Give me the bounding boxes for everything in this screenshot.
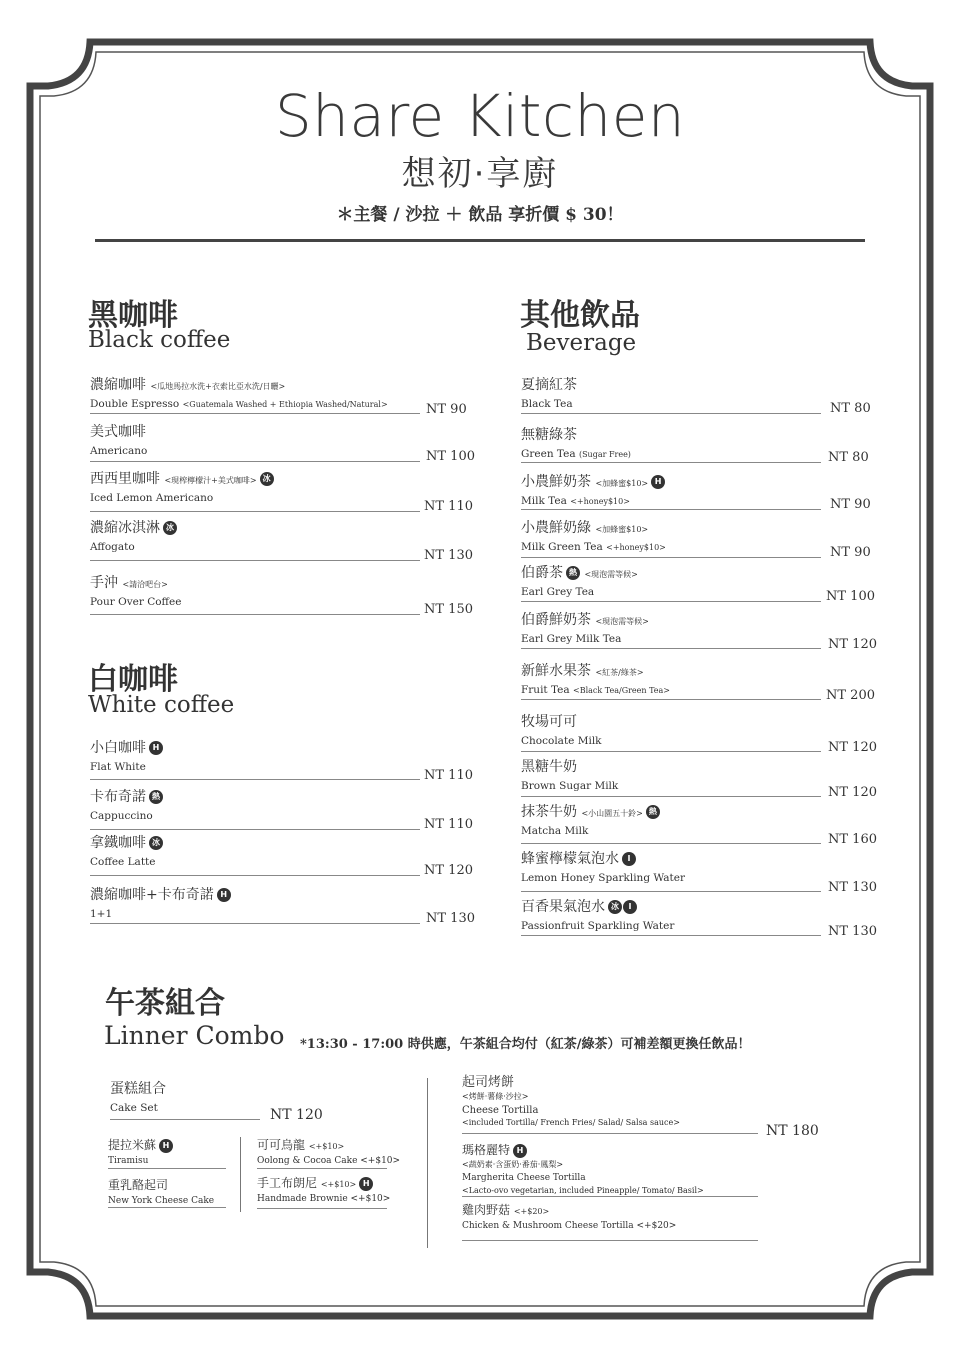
section-title-white-coffee-en: White coffee [88,692,235,718]
tortilla-item: 起司烤餅 <烤餅·薯條·沙拉> Cheese Tortilla <included Tortilla/ French Fries/ Salad/ Salsa sauce> [462,1075,680,1127]
hot-badge-icon: H [513,1144,527,1158]
menu-item: 卡布奇諾 熱 Cappuccino [90,788,163,824]
hot-badge-icon: 熱 [566,566,580,580]
item-price: NT 150 [424,602,473,617]
hot-badge-icon: H [651,475,665,489]
item-divider [521,462,821,463]
iced-badge-icon: I [622,852,636,866]
cake-set-price: NT 120 [270,1107,323,1123]
item-price: NT 120 [828,785,877,800]
restaurant-title-en: Share Kitchen [274,82,686,150]
menu-item: 美式咖啡 Americano [90,424,148,457]
menu-item: 夏摘紅茶 Black Tea [521,377,577,410]
item-divider [110,1119,260,1120]
item-price: NT 90 [830,497,871,512]
iced-badge-icon: 冰 [260,472,274,486]
iced-badge-icon: 冰 [608,900,622,914]
menu-item: 牧場可可 Chocolate Milk [521,714,602,747]
cake-option: 提拉米蘇 H Tiramisu [108,1137,173,1168]
section-title-beverage-en: Beverage [526,330,637,356]
item-divider [521,648,821,649]
menu-item: 西西里咖啡 <現榨檸檬汁+美式咖啡> 冰 Iced Lemon Americano [90,470,274,506]
item-price: NT 160 [828,832,877,847]
menu-item: 黑糖牛奶 Brown Sugar Milk [521,759,619,792]
promo-text: ＊主餐 / 沙拉 ＋ 飲品 享折價 $ 30！ [336,205,624,225]
item-price: NT 130 [424,548,473,563]
hot-badge-icon: H [359,1177,373,1191]
item-divider [90,829,420,830]
cake-option: 手工布朗尼 <+$10> H Handmade Brownie <+$10> [257,1176,391,1204]
item-price: NT 120 [828,637,877,652]
menu-item: 抹茶牛奶 <小山園五十鈴> 熱 Matcha Milk [521,803,660,839]
menu-item: 小農鮮奶茶 <加蜂蜜$10> H Milk Tea <+honey$10> [521,473,665,509]
section-title-black-coffee-en: Black coffee [88,327,231,353]
cake-option: 重乳酪起司 New York Cheese Cake [108,1178,215,1206]
item-price: NT 80 [828,450,869,465]
section-title-white-coffee-zh: 白咖啡 [88,662,178,697]
item-price: NT 110 [424,768,473,783]
menu-item: 無糖綠茶 Green Tea (Sugar Free) [521,427,631,460]
ice-badge-icon: I [623,900,637,914]
item-divider [90,413,420,414]
item-divider [462,1240,758,1241]
menu-item: 濃縮咖啡+卡布奇諾 H 1+1 [90,886,231,922]
menu-item: 蜂蜜檸檬氣泡水 I Lemon Honey Sparkling Water [521,851,685,884]
item-price: NT 130 [426,911,475,926]
item-divider [521,843,821,844]
item-divider [521,601,821,602]
item-divider [521,699,821,700]
item-price: NT 90 [426,402,467,417]
combo-note: *13:30 - 17:00 時供應，午茶組合均付（紅茶/綠茶）可補差額更換任飲品！ [300,1037,751,1052]
item-divider [90,511,420,512]
menu-item: 小農鮮奶綠 <加蜂蜜$10> Milk Green Tea <+honey$10> [521,520,666,553]
item-price: NT 200 [826,688,875,703]
item-price: NT 90 [830,545,871,560]
hot-badge-icon: H [149,741,163,755]
tortilla-option: 瑪格麗特 H <蔬奶素·含蛋奶·番茄·鳳梨> Margherita Cheese Tortilla <Lacto-ovo vegetarian, included Pineapple/ Tomato/ Basil> [462,1143,704,1195]
item-divider [257,1168,387,1169]
cake-option: 可可烏龍 <+$10> Oolong & Cocoa Cake <+$10> [257,1138,401,1166]
item-divider [108,1207,226,1208]
item-divider [521,935,821,936]
restaurant-title-zh: 想初·享廚 [401,154,559,194]
iced-badge-icon: 冰 [163,521,177,535]
cake-column-divider [240,1137,241,1212]
item-divider [521,509,821,510]
combo-column-divider [427,1078,428,1248]
item-divider [521,796,821,797]
section-title-beverage-zh: 其他飲品 [520,298,640,333]
item-price: NT 120 [828,740,877,755]
hot-badge-icon: 熱 [646,805,660,819]
item-divider [257,1208,387,1209]
item-price: NT 130 [828,924,877,939]
item-divider [108,1168,226,1169]
item-price: NT 110 [424,817,473,832]
header-divider [95,239,865,242]
menu-item: 濃縮咖啡 <瓜地馬拉水洗+衣索比亞水洗/日曬> Double Espresso <Guatemala Washed + Ethiopia Washed/Natural> [90,377,388,410]
menu-item: 伯爵茶 熱 <現泡需等候> Earl Grey Tea [521,565,638,598]
menu-item: 小白咖啡 H Flat White [90,739,163,775]
iced-badge-icon: 冰 [149,836,163,850]
item-divider [90,875,420,876]
hot-badge-icon: 熱 [149,790,163,804]
menu-item: 伯爵鮮奶茶 <現泡需等候> Earl Grey Milk Tea [521,612,649,645]
item-divider [90,560,420,561]
item-price: NT 120 [424,863,473,878]
item-price: NT 130 [828,880,877,895]
item-divider [521,891,821,892]
item-divider [521,557,821,558]
section-title-combo-zh: 午茶組合 [105,986,225,1021]
item-price: NT 100 [826,589,875,604]
item-divider [90,461,420,462]
item-divider [90,923,420,924]
menu-item: 百香果氣泡水 冰 I Passionfruit Sparkling Water [521,899,675,932]
item-divider [521,751,821,752]
menu-item: 新鮮水果茶 <紅茶/綠茶> Fruit Tea <Black Tea/Green Tea> [521,663,670,696]
menu-item: 濃縮冰淇淋 冰 Affogato [90,519,177,555]
item-divider [521,413,821,414]
section-title-black-coffee-zh: 黑咖啡 [88,298,178,333]
item-price: NT 80 [830,401,871,416]
item-divider [462,1133,758,1134]
item-divider [90,779,420,780]
item-price: NT 110 [424,499,473,514]
section-title-combo-en: Linner Combo [104,1021,285,1050]
menu-item: 拿鐵咖啡 冰 Coffee Latte [90,834,163,870]
tortilla-price: NT 180 [766,1123,819,1139]
cake-set-item: 蛋糕組合 Cake Set [110,1081,166,1114]
hot-badge-icon: H [217,888,231,902]
item-divider [462,1196,758,1197]
item-divider [90,614,420,615]
hot-badge-icon: H [159,1139,173,1153]
item-price: NT 100 [426,449,475,464]
menu-item: 手沖 <請洽吧台> Pour Over Coffee [90,575,182,608]
tortilla-option: 雞肉野菇 <+$20> Chicken & Mushroom Cheese Tortilla <+$20> [462,1203,677,1231]
